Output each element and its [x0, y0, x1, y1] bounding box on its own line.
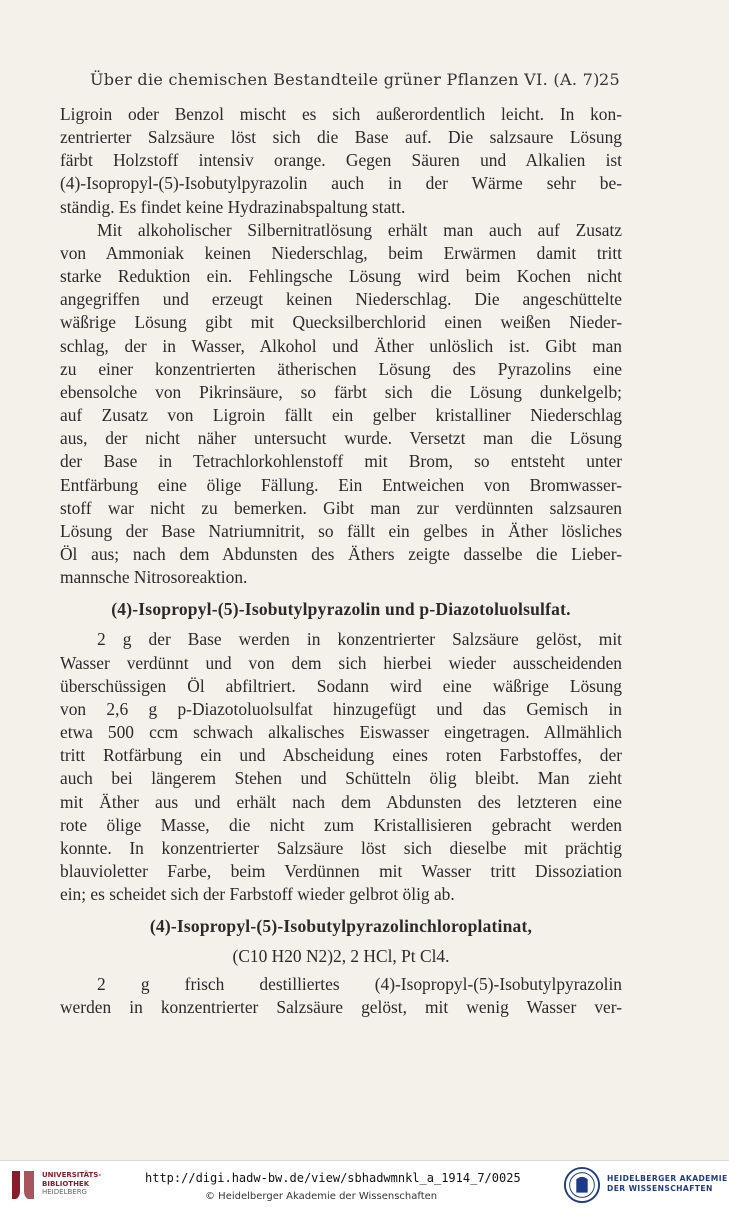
text-line: Entfärbung eine ölige Fällung. Ein Entweichen von Bromwasser-: [60, 474, 622, 495]
text-line: schlag, der in Wasser, Alkohol und Äther unlöslich ist. Gibt man: [60, 335, 622, 356]
paragraph-1: [60, 103, 622, 219]
text-line: angegriffen und erzeugt keinen Niederschlag. Die angeschüttelte: [60, 289, 622, 310]
university-library-name: UNIVERSITÄTS- BIBLIOTHEK HEIDELBERG: [42, 1171, 102, 1196]
text-line: überschüssigen Öl abfiltriert. Sodann wird eine wäßrige Lösung: [60, 675, 622, 696]
text-line: ebensolche von Pikrinsäure, so färbt sich die Lösung dunkelgelb;: [60, 381, 622, 402]
text-line: zu einer konzentrierten ätherischen Lösung des Pyrazolins eine: [60, 358, 622, 379]
text-line: wäßrige Lösung gibt mit Quecksilberchlorid einen weißen Nieder-: [60, 312, 622, 333]
paragraph-4: [60, 973, 622, 1019]
text-line: aus, der nicht näher untersucht wurde. Versetzt man die Lösung: [60, 428, 622, 449]
text-line: der Base in Tetrachlorkohlenstoff mit Brom, so entsteht unter: [60, 451, 622, 472]
paragraph-3: [60, 628, 622, 906]
text-line: 2 g der Base werden in konzentrierter Salzsäure gelöst, mit: [97, 629, 622, 650]
body-text: [60, 103, 622, 1019]
text-line: blauvioletter Farbe, beim Verdünnen mit Wasser tritt Dissoziation: [60, 861, 622, 881]
page-number: 25: [599, 70, 620, 89]
text-line: (4)-Isopropyl-(5)-Isobutylpyrazolin auch in der Wärme sehr be-: [60, 173, 622, 194]
academy-seal-icon: [563, 1165, 601, 1205]
academy-name: HEIDELBERGER AKADEMIE DER WISSENSCHAFTEN: [607, 1174, 728, 1193]
text-line: Ligroin oder Benzol mischt es sich außerordentlich leicht. In kon-: [60, 104, 622, 124]
text-line: auch bei längerem Stehen und Schütteln ölig bleibt. Man zieht: [60, 768, 622, 789]
text-line: ein; es scheidet sich der Farbstoff wieder gelbrot ölig ab.: [60, 884, 455, 905]
text-line: auf Zusatz von Ligroin fällt ein gelber kristalliner Niederschlag: [60, 405, 622, 426]
text-line: ständig. Es findet keine Hydrazinabspaltung statt.: [60, 196, 406, 217]
chemical-formula: (C10 H20 N2)2, 2 HCl, Pt Cl4.: [232, 946, 450, 967]
text-line: 2 g frisch destilliertes (4)-Isopropyl-(5)-Isobutylpyrazolin: [97, 973, 622, 994]
text-line: Öl aus; nach dem Abdunsten des Äthers zeigte dasselbe die Lieber-: [60, 543, 622, 564]
text-line: etwa 500 ccm schwach alkalisches Eiswasser eingetragen. Allmählich: [60, 722, 622, 743]
text-line: stoff war nicht zu bemerken. Gibt man zur verdünnten salzsauren: [60, 497, 622, 518]
permalink-url[interactable]: http://digi.hadw-bw.de/view/sbhadwmnkl_a_1914_7/0025: [145, 1171, 521, 1185]
running-head-title: Über die chemischen Bestandteile grüner Pflanzen VI. (A. 7): [90, 70, 600, 89]
text-line: Mit alkoholischer Silbernitratlösung erhält man auch auf Zusatz: [97, 219, 622, 240]
text-line: starke Reduktion ein. Fehlingsche Lösung wird beim Kochen nicht: [60, 266, 622, 287]
text-line: von 2,6 g p-Diazotoluolsulfat hinzugefügt und das Gemisch in: [60, 698, 622, 719]
section-heading-2: (4)-Isopropyl-(5)-Isobutylpyrazolinchloroplatinat,: [149, 916, 533, 937]
text-line: Lösung der Base Natriumnitrit, so fällt ein gelbes in Äther lösliches: [60, 520, 622, 541]
section-heading-1: (4)-Isopropyl-(5)-Isobutylpyrazolin und p-Diazotoluolsulfat.: [111, 599, 571, 620]
text-line: färbt Holzstoff intensiv orange. Gegen Säuren und Alkalien ist: [60, 150, 622, 171]
text-line: zentrierter Salzsäure löst sich die Base auf. Die salzsaure Lösung: [60, 127, 622, 148]
text-line: werden in konzentrierter Salzsäure gelöst, mit wenig Wasser ver-: [60, 996, 622, 1017]
viewer-footer: [0, 1160, 729, 1210]
text-line: konnte. In konzentrierter Salzsäure löst sich dieselbe mit prächtig: [60, 837, 622, 858]
copyright-notice: © Heidelberger Akademie der Wissenschaften: [205, 1191, 438, 1202]
university-library-logo-icon: [8, 1169, 38, 1201]
text-line: tritt Rotfärbung ein und Abscheidung eines roten Farbstoffes, der: [60, 745, 622, 766]
text-line: Wasser verdünnt und von dem sich hierbei wieder ausscheidenden: [60, 652, 622, 673]
text-line: mit Äther aus und erhält nach dem Abdunsten des letzteren eine: [60, 791, 622, 812]
paragraph-2: [60, 219, 622, 590]
text-line: rote ölige Masse, die nicht zum Kristallisieren gebracht werden: [60, 814, 622, 835]
text-line: von Ammoniak keinen Niederschlag, beim Erwärmen damit tritt: [60, 242, 622, 263]
text-line: mannsche Nitrosoreaktion.: [60, 567, 248, 588]
